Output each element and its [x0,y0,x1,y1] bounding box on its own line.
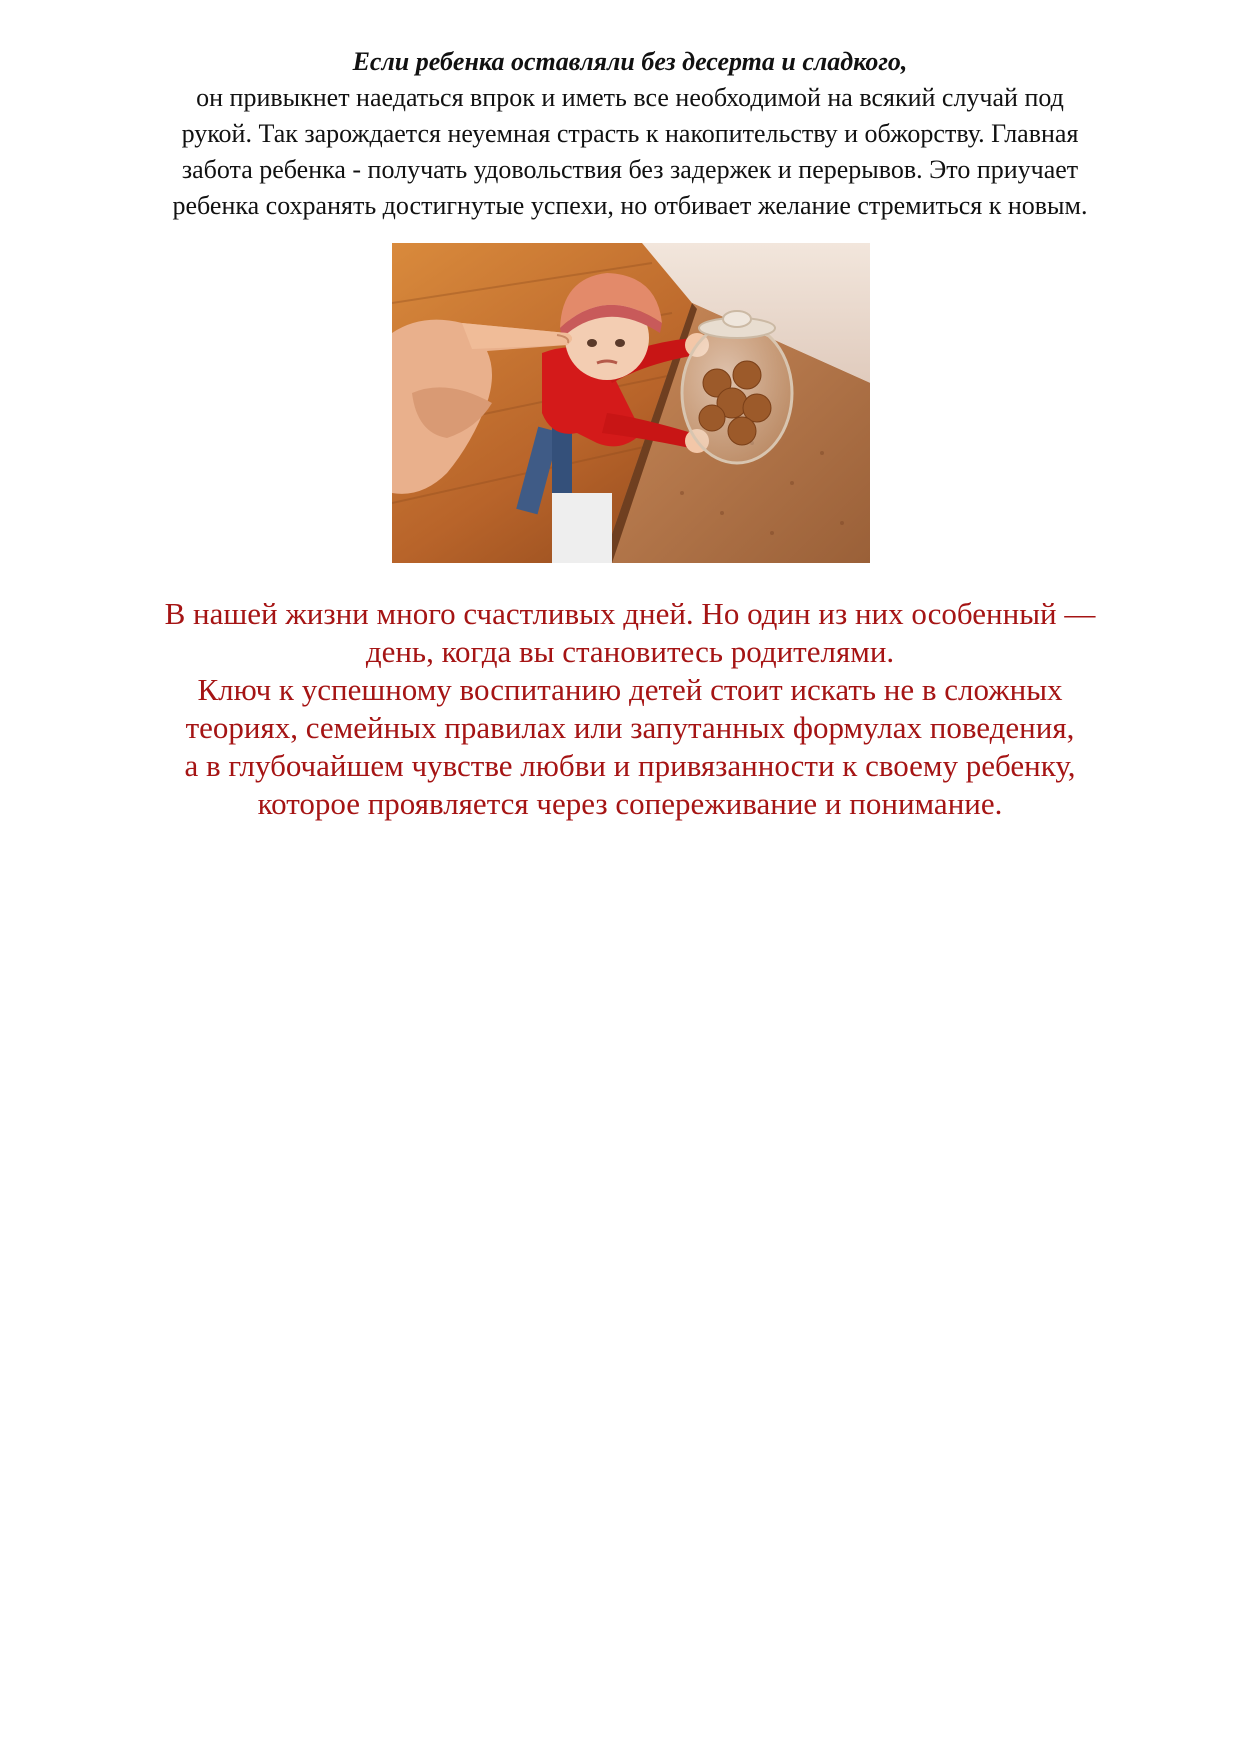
intro-line: он привыкнет наедаться впрок и иметь все необходимой на всякий случай под [196,83,1064,112]
intro-heading: Если ребенка оставляли без десерта и сладкого, [352,47,908,76]
message-line: теориях, семейных правилах или запутанных формулах поведения, [185,710,1075,745]
message-line: Ключ к успешному воспитанию детей стоит искать не в сложных [197,672,1063,707]
message-line: которое проявляется через сопереживание и понимание. [257,786,1003,821]
child-cookie-jar-photo [392,243,870,563]
message-line: день, когда вы становитесь родителями. [365,634,895,669]
intro-line: ребенка сохранять достигнутые успехи, но отбивает желание стремиться к новым. [172,191,1088,220]
intro-paragraph [100,44,1160,224]
message-line: а в глубочайшем чувстве любви и привязанности к своему ребенку, [184,748,1076,783]
parenting-message [100,595,1160,823]
message-line: В нашей жизни много счастливых дней. Но один из них особенный — [164,596,1096,631]
intro-line: забота ребенка - получать удовольствия без задержек и перерывов. Это приучает [181,155,1079,184]
intro-line: рукой. Так зарождается неуемная страсть к накопительству и обжорству. Главная [181,119,1079,148]
